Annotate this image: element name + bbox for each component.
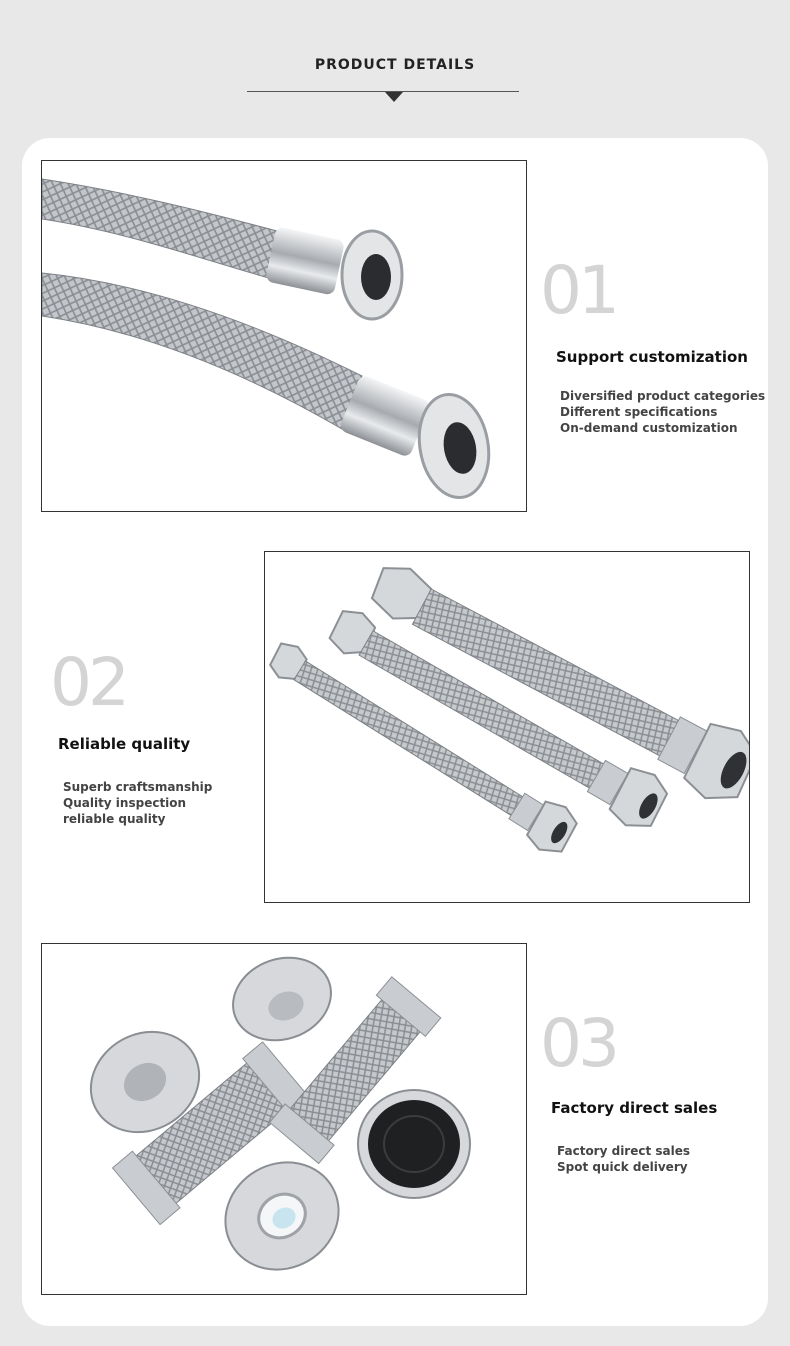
braided-hose-hex-nut-ends-icon [265, 552, 749, 902]
product-image-hex-hose [264, 551, 750, 903]
description-line: Spot quick delivery [557, 1160, 688, 1174]
section-title: Factory direct sales [551, 1099, 718, 1117]
braided-hose-clamp-ends-icon [42, 161, 526, 511]
header-down-arrow-icon [385, 92, 403, 102]
section-description [560, 388, 765, 436]
description-line: Factory direct sales [557, 1144, 691, 1158]
product-image-clamp-hose [41, 160, 527, 512]
section-number: 03 [540, 1005, 616, 1082]
section-title: Support customization [556, 348, 748, 366]
section-number: 02 [50, 644, 126, 721]
section-number: 01 [540, 252, 616, 329]
description-line: On-demand customization [560, 421, 738, 435]
section-description [557, 1143, 690, 1175]
section-description [63, 779, 212, 827]
page-title: PRODUCT DETAILS [314, 57, 476, 73]
description-line: Diversified product categories [560, 389, 766, 403]
description-line: Quality inspection [63, 796, 187, 810]
description-line: Superb craftsmanship [63, 780, 213, 794]
braided-hose-flange-ends-icon [42, 944, 526, 1294]
product-image-flange-hose [41, 943, 527, 1295]
section-header [0, 0, 790, 140]
header-divider [247, 91, 519, 92]
section-title: Reliable quality [58, 735, 191, 753]
description-line: Different specifications [560, 405, 718, 419]
description-line: reliable quality [63, 812, 166, 826]
